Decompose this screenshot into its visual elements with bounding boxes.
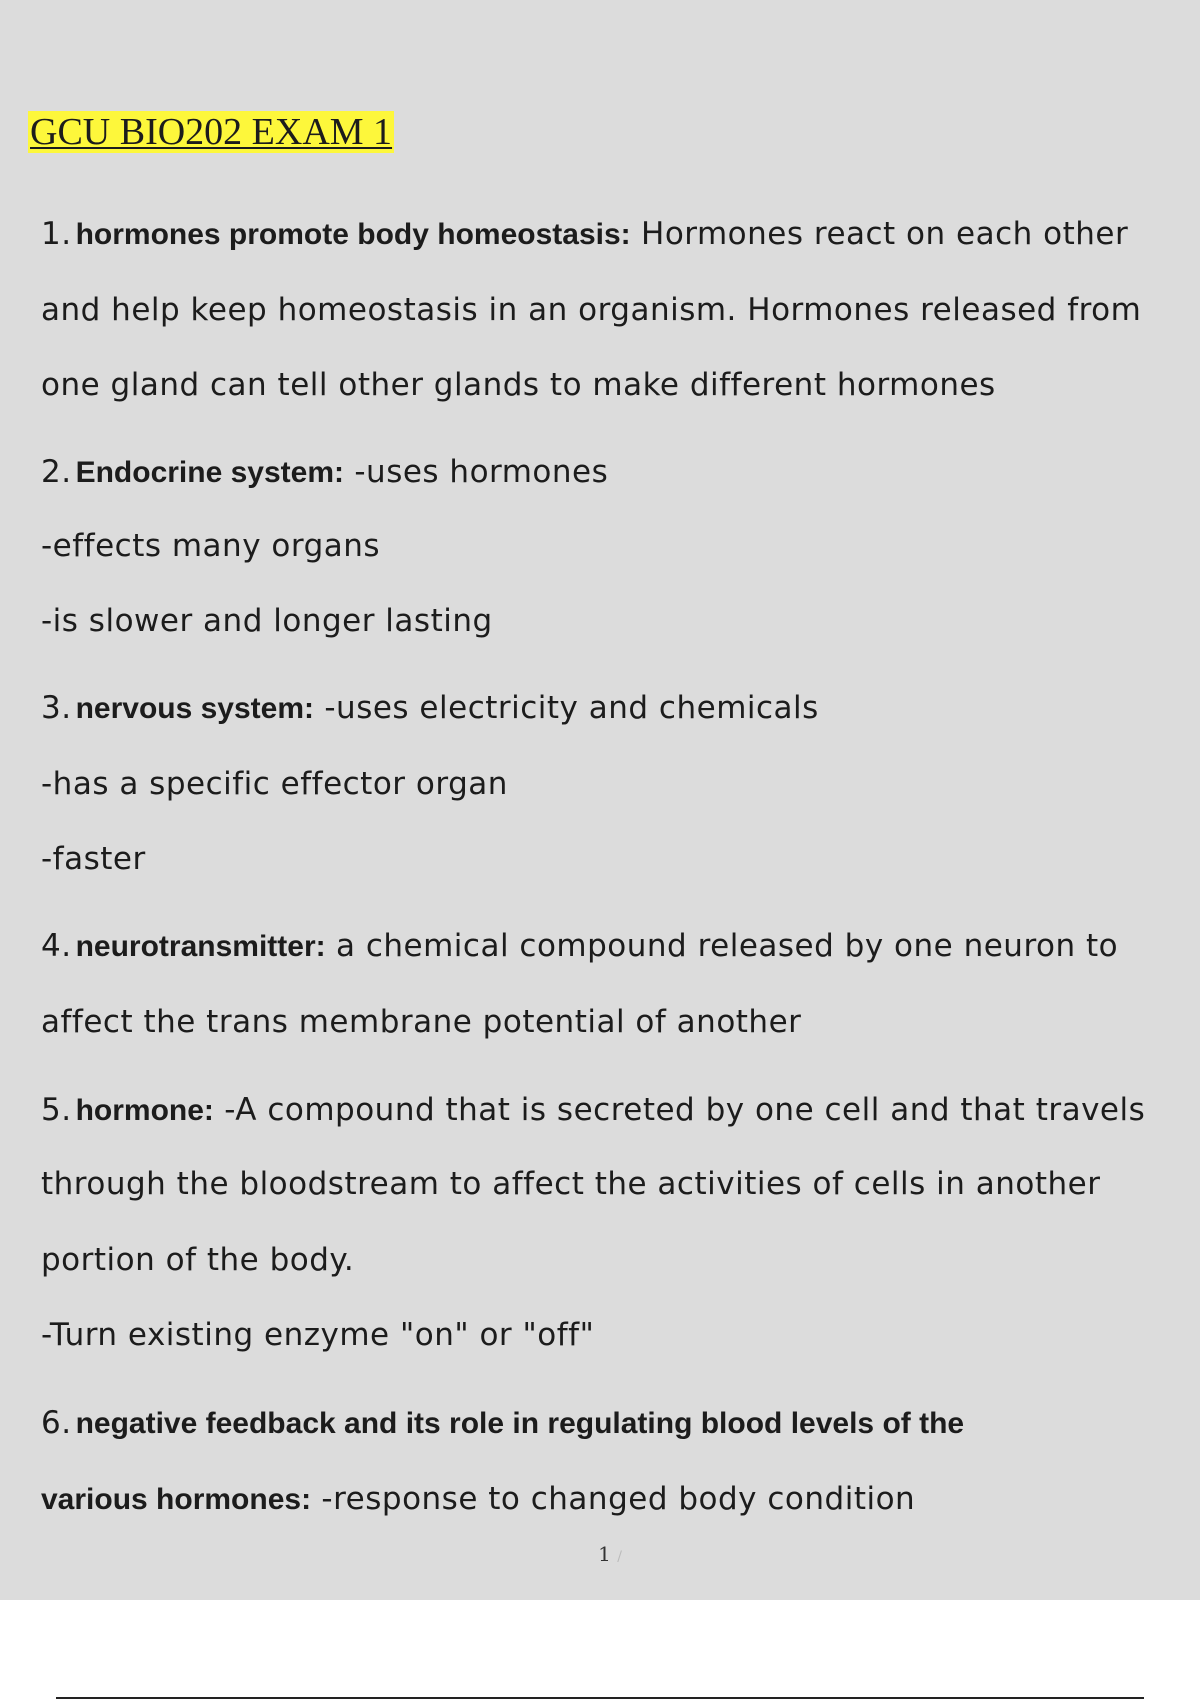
item-5-line: through the bloodstream to affect the activities of cells in another (41, 1166, 1101, 1202)
item-definition: a chemical compound released by one neuron to (325, 928, 1119, 964)
item-5-heading (41, 1090, 1145, 1131)
item-5-line: portion of the body. (41, 1242, 355, 1278)
item-5-line: -Turn existing enzyme "on" or "off" (41, 1317, 595, 1353)
document-title (28, 110, 394, 154)
item-number: 3. (41, 690, 72, 726)
item-2-line: -is slower and longer lasting (41, 603, 493, 639)
item-number: 6. (41, 1405, 72, 1441)
item-definition: -response to changed body condition (311, 1481, 916, 1517)
item-3-line: -faster (41, 841, 146, 877)
item-definition: -A compound that is secreted by one cell and that travels (213, 1092, 1146, 1128)
item-2-heading (41, 452, 608, 493)
item-6-heading (41, 1403, 964, 1444)
item-term: Endocrine system: (75, 456, 344, 489)
item-number: 5. (41, 1092, 72, 1128)
item-number: 4. (41, 928, 72, 964)
page-number (0, 1540, 1200, 1571)
item-term: negative feedback and its role in regulating blood levels of the (75, 1407, 965, 1440)
item-term: hormone: (75, 1094, 214, 1127)
item-definition: Hormones react on each other (630, 216, 1129, 252)
item-term: nervous system: (75, 692, 315, 725)
item-2-line: -effects many organs (41, 528, 381, 564)
item-4-heading (41, 926, 1118, 967)
item-number: 2. (41, 454, 72, 490)
item-3-heading (41, 688, 819, 729)
item-6-line (41, 1479, 915, 1520)
item-4-line: affect the trans membrane potential of another (41, 1004, 802, 1040)
item-1-line: and help keep homeostasis in an organism. Hormones released from (41, 292, 1142, 328)
item-3-line: -has a specific effector organ (41, 766, 508, 802)
item-definition: -uses electricity and chemicals (314, 690, 819, 726)
item-term: neurotransmitter: (75, 930, 326, 963)
item-1-line: one gland can tell other glands to make different hormones (41, 367, 996, 403)
page-divider (56, 1697, 1144, 1699)
item-definition: -uses hormones (344, 454, 609, 490)
page-number-value: 1 (598, 1542, 611, 1566)
item-term: various hormones: (41, 1483, 312, 1516)
item-number: 1. (41, 216, 72, 252)
page-number-suffix: / (617, 1549, 622, 1565)
title-highlight: GCU BIO202 EXAM 1 (30, 111, 393, 153)
item-1-heading (41, 214, 1128, 255)
item-term: hormones promote body homeostasis: (75, 218, 631, 251)
